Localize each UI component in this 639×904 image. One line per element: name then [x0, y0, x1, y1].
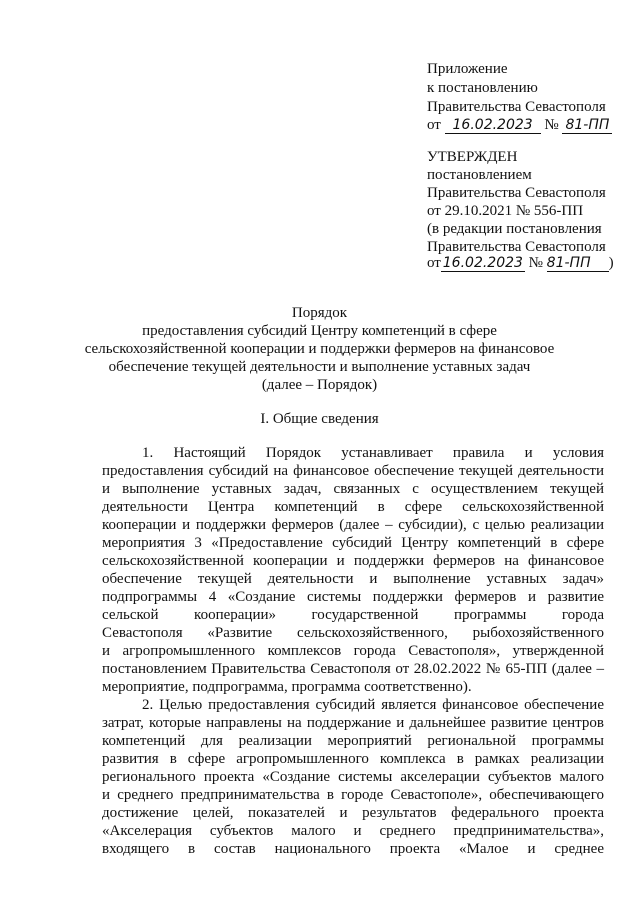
- approved-line-1: постановлением: [427, 167, 532, 183]
- document-title: Порядок: [291, 305, 348, 321]
- approved-date-prefix: от: [427, 255, 441, 271]
- appendix-line-1: Приложение: [427, 61, 508, 77]
- paragraph-1-line-3: и выполнение уставных задач, связанных с осуществлением текущей: [102, 481, 604, 497]
- appendix-line-2: к постановлению: [427, 80, 538, 96]
- appendix-date-prefix: от: [427, 117, 441, 133]
- paragraph-2-line-6: и среднего предпринимательства в городе Севастополе», обеспечивающего: [102, 787, 604, 803]
- paragraph-2-line-8: «Акселерация субъектов малого и среднего предпринимательства»,: [102, 823, 604, 839]
- appendix-date-handwritten: 16.02.2023: [445, 118, 541, 134]
- appendix-no-sign: №: [544, 117, 559, 133]
- paragraph-2-line-2: затрат, которые направлены на поддержание и дальнейшее развитие центров: [102, 715, 604, 731]
- paragraph-1-line-14: мероприятие, подпрограмма, программа соответственно).: [102, 679, 472, 695]
- approved-close-paren: ): [608, 255, 614, 271]
- appendix-no-handwritten: 81-ПП: [562, 118, 612, 134]
- paragraph-2-line-4: развития в сфере агропромышленного комплекса в рамках реализации: [102, 751, 604, 767]
- approved-line-2: Правительства Севастополя: [427, 185, 606, 201]
- paragraph-2-line-1: 2. Целью предоставления субсидий является финансовое обеспечение: [142, 697, 604, 713]
- paragraph-1-line-8: обеспечение текущей деятельности и выполнение уставных задач»: [102, 571, 604, 587]
- approved-line-4: (в редакции постановления: [427, 221, 602, 237]
- approved-no-sign: №: [528, 255, 543, 271]
- title-line-2: сельскохозяйственной кооперации и поддержки фермеров на финансовое: [84, 341, 555, 357]
- approved-date-line: [427, 254, 614, 272]
- paragraph-2-line-3: компетенций для реализации мероприятий региональной программы: [102, 733, 604, 749]
- paragraph-1-line-5: кооперации и поддержки фермеров (далее – субсидии), с целью реализации: [102, 517, 604, 533]
- title-line-1: предоставления субсидий Центру компетенций в сфере: [142, 323, 497, 339]
- title-line-3: обеспечение текущей деятельности и выполнение уставных задач: [108, 359, 531, 375]
- paragraph-2-line-9: входящего в состав национального проекта «Малое и среднее: [102, 841, 604, 857]
- paragraph-1-line-12: и агропромышленного комплексов города Севастополя», утвержденной: [102, 643, 604, 659]
- approved-date-handwritten: 16.02.2023: [442, 255, 523, 271]
- approved-line-5: Правительства Севастополя: [427, 239, 606, 255]
- paragraph-1-line-13: постановлением Правительства Севастополя от 28.02.2022 № 65-ПП (далее –: [102, 661, 604, 677]
- approved-title: УТВЕРЖДЕН: [427, 149, 518, 165]
- appendix-line-3: Правительства Севастополя: [427, 99, 606, 115]
- paragraph-1-line-7: сельскохозяйственной кооперации и поддержки фермеров на финансовое: [102, 553, 604, 569]
- paragraph-2-line-7: достижение целей, показателей и результатов федерального проекта: [102, 805, 604, 821]
- appendix-date-line: [427, 116, 612, 134]
- paragraph-1-line-1: 1. Настоящий Порядок устанавливает правила и условия: [142, 445, 604, 461]
- approved-no-handwritten: 81-ПП: [547, 256, 609, 272]
- approved-line-3: от 29.10.2021 № 556-ПП: [427, 203, 584, 219]
- paragraph-1-line-9: подпрограммы 4 «Создание системы поддержки фермеров и развитие: [102, 589, 604, 605]
- paragraph-1-line-10: сельской кооперации» государственной программы города: [102, 607, 604, 623]
- section-heading: I. Общие сведения: [260, 411, 379, 427]
- paragraph-2-line-5: регионального проекта «Создание системы акселерации субъектов малого: [102, 769, 604, 785]
- title-line-4: (далее – Порядок): [261, 377, 378, 393]
- paragraph-1-line-11: Севастополя «Развитие сельскохозяйственного, рыбохозяйственного: [102, 625, 604, 641]
- paragraph-1-line-6: мероприятия 3 «Предоставление субсидий Центру компетенций в сфере: [102, 535, 604, 551]
- paragraph-1-line-4: деятельности Центра компетенций в сфере сельскохозяйственной: [102, 499, 604, 515]
- paragraph-1-line-2: предоставления субсидий на финансовое обеспечение текущей деятельности: [102, 463, 604, 479]
